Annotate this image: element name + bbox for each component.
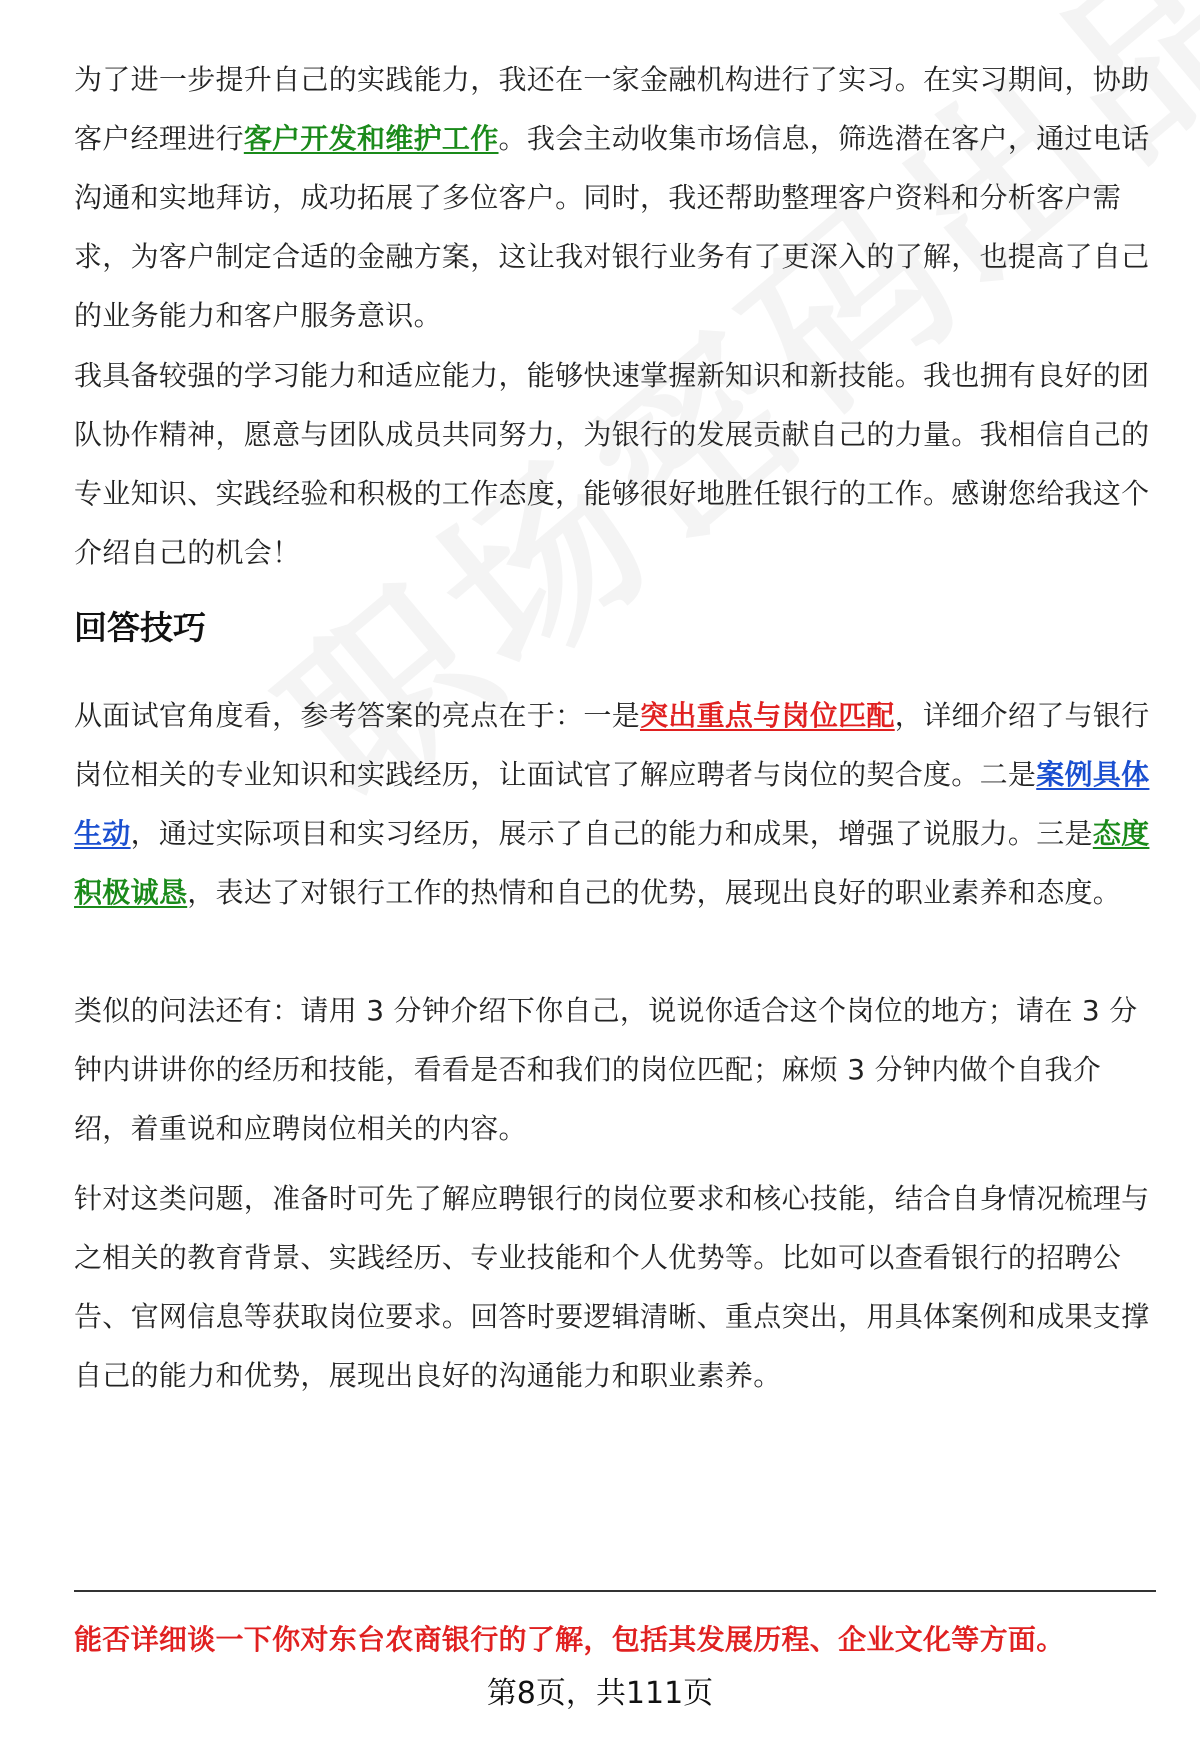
paragraph-highlights: [74, 686, 1156, 922]
divider: [74, 1590, 1156, 1592]
next-question: 能否详细谈一下你对东台农商银行的了解，包括其发展历程、企业文化等方面。: [74, 1623, 1065, 1656]
highlight-cases: 案例具体生动: [74, 758, 1150, 850]
text: 。我会主动收集市场信息，筛选潜在客户，通过电话沟通和实地拜访，成功拓展了多位客户。同时，我还帮助整理客户资料和分析客户需求，为客户制定合适的金融方案，这让我对银行业务有了更深入的了解，也提高了自己的业务能力和客户服务意识。: [74, 122, 1150, 332]
text: ，表达了对银行工作的热情和自己的优势，展现出良好的职业素养和态度。: [187, 876, 1122, 909]
text: ，通过实际项目和实习经历，展示了自己的能力和成果，增强了说服力。三是: [130, 817, 1093, 850]
paragraph-abilities: 我具备较强的学习能力和适应能力，能够快速掌握新知识和新技能。我也拥有良好的团队协作精神，愿意与团队成员共同努力，为银行的发展贡献自己的力量。我相信自己的专业知识、实践经验和积极的工作态度，能够很好地胜任银行的工作。感谢您给我这个介绍自己的机会！: [74, 359, 1150, 569]
highlight-client-work: 客户开发和维护工作: [243, 122, 499, 155]
text: 从面试官角度看，参考答案的亮点在于：一是: [74, 699, 641, 732]
highlight-focus: 突出重点与岗位匹配: [640, 699, 895, 732]
text: 为了进一步提升自己的实践能力，我还在一家金融机构进行了实习。在实习期间，协助客户经理进行: [74, 63, 1150, 155]
page-number: 第8页，共111页: [486, 1676, 714, 1711]
text: ，详细介绍了与银行岗位相关的专业知识和实践经历，让面试官了解应聘者与岗位的契合度。二是: [74, 699, 1150, 791]
paragraph-preparation: 针对这类问题，准备时可先了解应聘银行的岗位要求和核心技能，结合自身情况梳理与之相关的教育背景、实践经历、专业技能和个人优势等。比如可以查看银行的招聘公告、官网信息等获取岗位要求。回答时要逻辑清晰、重点突出，用具体案例和成果支撑自己的能力和优势，展现出良好的沟通能力和职业素养。: [74, 1182, 1150, 1392]
paragraph-internship: [74, 50, 1156, 345]
paragraph-similar-questions: 类似的问法还有：请用 3 分钟介绍下你自己，说说你适合这个岗位的地方；请在 3 分钟内讲讲你的经历和技能，看看是否和我们的岗位匹配；麻烦 3 分钟内做个自我介绍，着重说和应聘岗位相关的内容。: [74, 994, 1138, 1145]
highlight-attitude: 态度积极诚恳: [74, 817, 1150, 909]
section-heading: 回答技巧: [74, 608, 206, 647]
